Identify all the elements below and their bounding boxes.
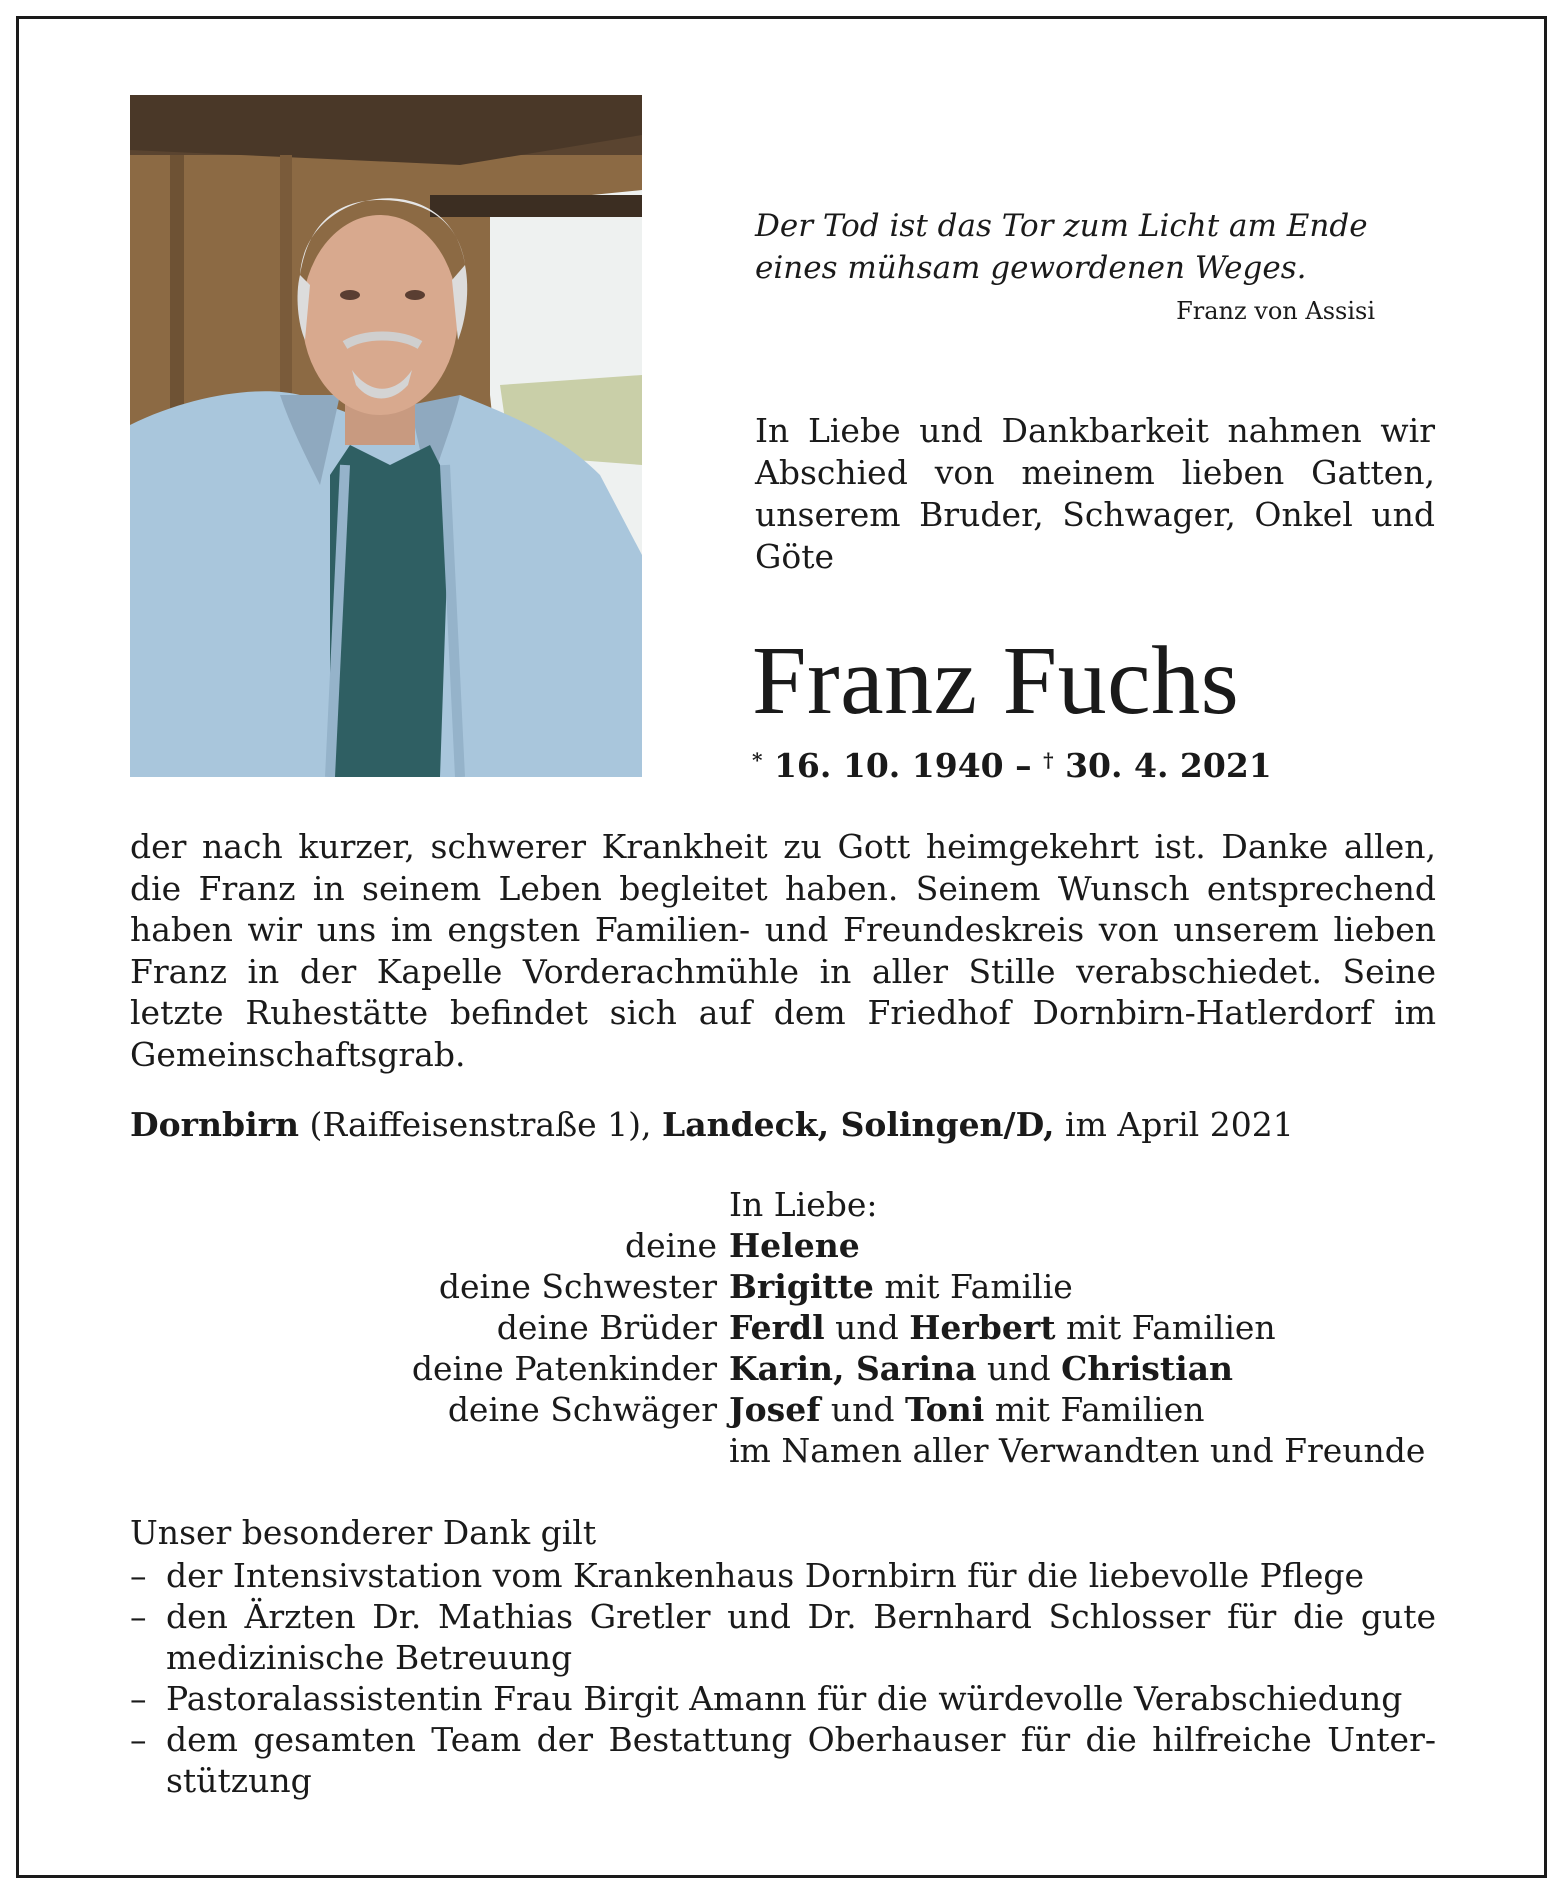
thanks-item xyxy=(130,1555,1436,1596)
family-members xyxy=(729,1266,1073,1307)
intro-line: unserem Bruder, Schwager, Onkel und xyxy=(755,495,1435,534)
family-row xyxy=(130,1307,1436,1348)
family-role: deine Schwäger xyxy=(447,1390,717,1429)
portrait-illustration xyxy=(130,95,642,777)
family-members xyxy=(729,1389,1205,1430)
family-row xyxy=(130,1266,1436,1307)
thanks-line: – Pastoralassistentin Frau Birgit Amann für die würdevolle Verabschiedung xyxy=(166,1679,1403,1718)
place-others: Landeck, Solingen/D, xyxy=(662,1105,1055,1144)
family-row xyxy=(130,1348,1436,1389)
thanks-line: – den Ärzten Dr. Mathias Gretler und Dr. Bernhard Schlosser für die gute xyxy=(166,1597,1436,1636)
member-text: und xyxy=(824,1308,910,1347)
member-text: mit Familie xyxy=(873,1267,1073,1306)
member-name: Karin, Sarina xyxy=(729,1349,977,1388)
thanks-item xyxy=(130,1678,1436,1719)
family-members xyxy=(729,1348,1233,1389)
thanks-item xyxy=(130,1719,1436,1801)
family-heading: In Liebe: xyxy=(729,1185,878,1224)
body-line: der nach kurzer, schwerer Krankheit zu Gott heimgekehrt ist. Danke allen, xyxy=(130,827,1436,866)
member-name: Toni xyxy=(905,1390,985,1429)
life-dates xyxy=(752,746,1272,785)
family-row xyxy=(130,1430,1436,1471)
member-text: im Namen aller Verwandten und Freunde xyxy=(729,1431,1426,1470)
member-name: Brigitte xyxy=(729,1267,874,1306)
deceased-name: Franz Fuchs xyxy=(752,627,1240,735)
member-name: Christian xyxy=(1061,1349,1234,1388)
member-name: Ferdl xyxy=(729,1308,825,1347)
quote-author: Franz von Assisi xyxy=(1176,297,1375,325)
member-text: und xyxy=(820,1390,906,1429)
member-text: mit Familien xyxy=(1055,1308,1276,1347)
date-separator: – xyxy=(1003,746,1044,785)
family-role: deine Brüder xyxy=(496,1308,717,1347)
family-role: deine Patenkinder xyxy=(411,1349,717,1388)
intro-line: Göte xyxy=(755,537,835,576)
place-address: (Raiffeisenstraße 1), xyxy=(299,1105,662,1144)
family-rows xyxy=(130,1225,1436,1471)
thanks-section xyxy=(130,1512,1436,1801)
member-name: Helene xyxy=(729,1226,860,1265)
body-line: Gemeinschaftsgrab. xyxy=(130,1034,466,1074)
intro-line: Abschied von meinem lieben Gatten, xyxy=(755,453,1435,492)
family-role xyxy=(130,1430,729,1471)
intro-text xyxy=(755,410,1435,578)
birth-date: 16. 10. 1940 xyxy=(773,746,1004,785)
family-members xyxy=(729,1307,1276,1348)
body-line: haben wir uns im engsten Familien- und Freundeskreis von unserem lieben xyxy=(130,910,1436,949)
body-paragraph xyxy=(130,826,1436,1075)
thanks-line: – der Intensivstation vom Krankenhaus Dornbirn für die liebevolle Pflege xyxy=(166,1556,1365,1595)
member-text: und xyxy=(976,1349,1062,1388)
death-date: 30. 4. 2021 xyxy=(1065,746,1272,785)
place-city: Dornbirn xyxy=(130,1105,299,1144)
thanks-item xyxy=(130,1596,1436,1678)
body-line: Franz in der Kapelle Vorderachmühle in aller Stille verabschiedet. Seine xyxy=(130,951,1436,991)
thanks-heading: Unser besonderer Dank gilt xyxy=(130,1513,597,1552)
place-date: im April 2021 xyxy=(1054,1105,1294,1144)
member-name: Josef xyxy=(729,1390,821,1429)
death-symbol: † xyxy=(1043,748,1054,772)
quote-line: Der Tod ist das Tor zum Licht am Ende xyxy=(755,208,1368,244)
family-row xyxy=(130,1225,1436,1266)
member-name: Herbert xyxy=(909,1308,1056,1347)
place-line xyxy=(130,1104,1294,1146)
thanks-line: medizinische Betreuung xyxy=(166,1638,573,1677)
body-line: die Franz in seinem Leben begleitet haben. Seinem Wunsch entsprechend xyxy=(130,868,1436,908)
family-role: deine xyxy=(625,1226,717,1265)
quote-block xyxy=(755,205,1395,325)
family-row xyxy=(130,1389,1436,1430)
intro-line: In Liebe und Dankbarkeit nahmen wir xyxy=(755,411,1435,450)
quote-line: eines mühsam gewordenen Weges. xyxy=(755,250,1307,286)
thanks-list xyxy=(130,1555,1436,1801)
family-members xyxy=(729,1430,1425,1471)
family-list xyxy=(130,1184,1436,1471)
thanks-line: stützung xyxy=(166,1761,312,1800)
portrait-photo xyxy=(130,95,642,777)
body-line: letzte Ruhestätte befindet sich auf dem Friedhof Dornbirn-Hatlerdorf im xyxy=(130,993,1436,1032)
member-text: mit Familien xyxy=(984,1390,1205,1429)
thanks-line: – dem gesamten Team der Bestattung Oberhauser für die hilfreiche Unter- xyxy=(166,1720,1436,1759)
family-members xyxy=(729,1225,860,1266)
family-role: deine Schwester xyxy=(438,1267,717,1306)
birth-symbol: * xyxy=(752,748,763,772)
